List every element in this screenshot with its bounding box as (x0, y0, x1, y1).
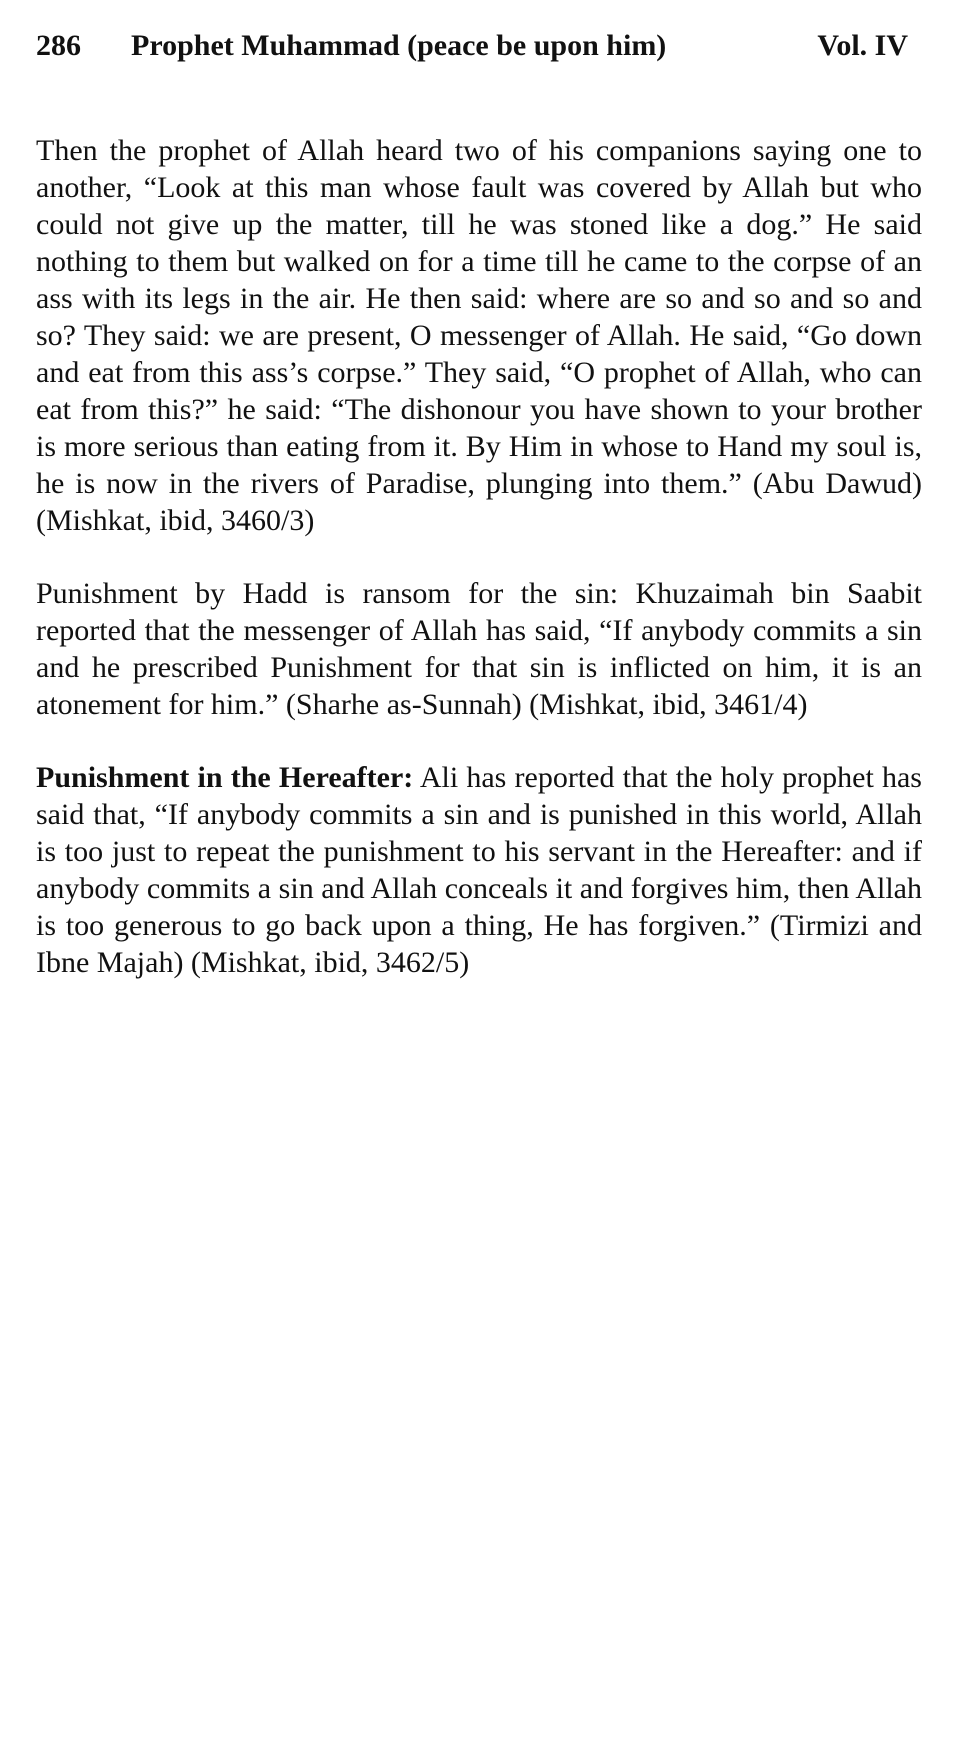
page-header (36, 28, 922, 64)
volume-label: Vol. IV (817, 29, 908, 62)
section-label: Punishment in the Hereafter: (36, 761, 414, 794)
paragraph-hadd-ransom (36, 575, 922, 723)
paragraph-stoning-narration (36, 132, 922, 539)
paragraph-text: Ali has reported that the holy prophet has said that, “If anybody commits a sin and is punished in this world, Allah is too just to repeat the punishment to his servant in the Hereafter: and if anybody commits a sin and Allah conceals it and forgives him, then Allah is too generous to go back upon a thing, He has forgiven.” (Tirmizi and Ibne Majah) (Mishkat, ibid, 3462/5) (36, 761, 922, 979)
book-page (36, 28, 922, 981)
page-number: 286 (36, 29, 81, 62)
paragraph-text: Punishment by Hadd is ransom for the sin: Khuzaimah bin Saabit reported that the messenger of Allah has said, “If anybody commits a sin and he prescribed Punishment for that sin is inflicted on him, it is an atonement for him.” (Sharhe as-Sunnah) (Mishkat, ibid, 3461/4) (36, 577, 922, 721)
running-title: Prophet Muhammad (peace be upon him) (131, 29, 667, 62)
paragraph-hereafter (36, 759, 922, 981)
paragraph-text: Then the prophet of Allah heard two of his companions saying one to another, “Look at this man whose fault was covered by Allah but who could not give up the matter, till he was stoned like a dog.” He said nothing to them but walked on for a time till he came to the corpse of an ass with its legs in the air. He then said: where are so and so and so and so? They said: we are present, O messenger of Allah. He said, “Go down and eat from this ass’s corpse.” They said, “O prophet of Allah, who can eat from this?” he said: “The dishonour you have shown to your brother is more serious than eating from it. By Him in whose to Hand my soul is, he is now in the rivers of Paradise, plunging into them.” (Abu Dawud) (Mishkat, ibid, 3460/3) (36, 134, 922, 537)
